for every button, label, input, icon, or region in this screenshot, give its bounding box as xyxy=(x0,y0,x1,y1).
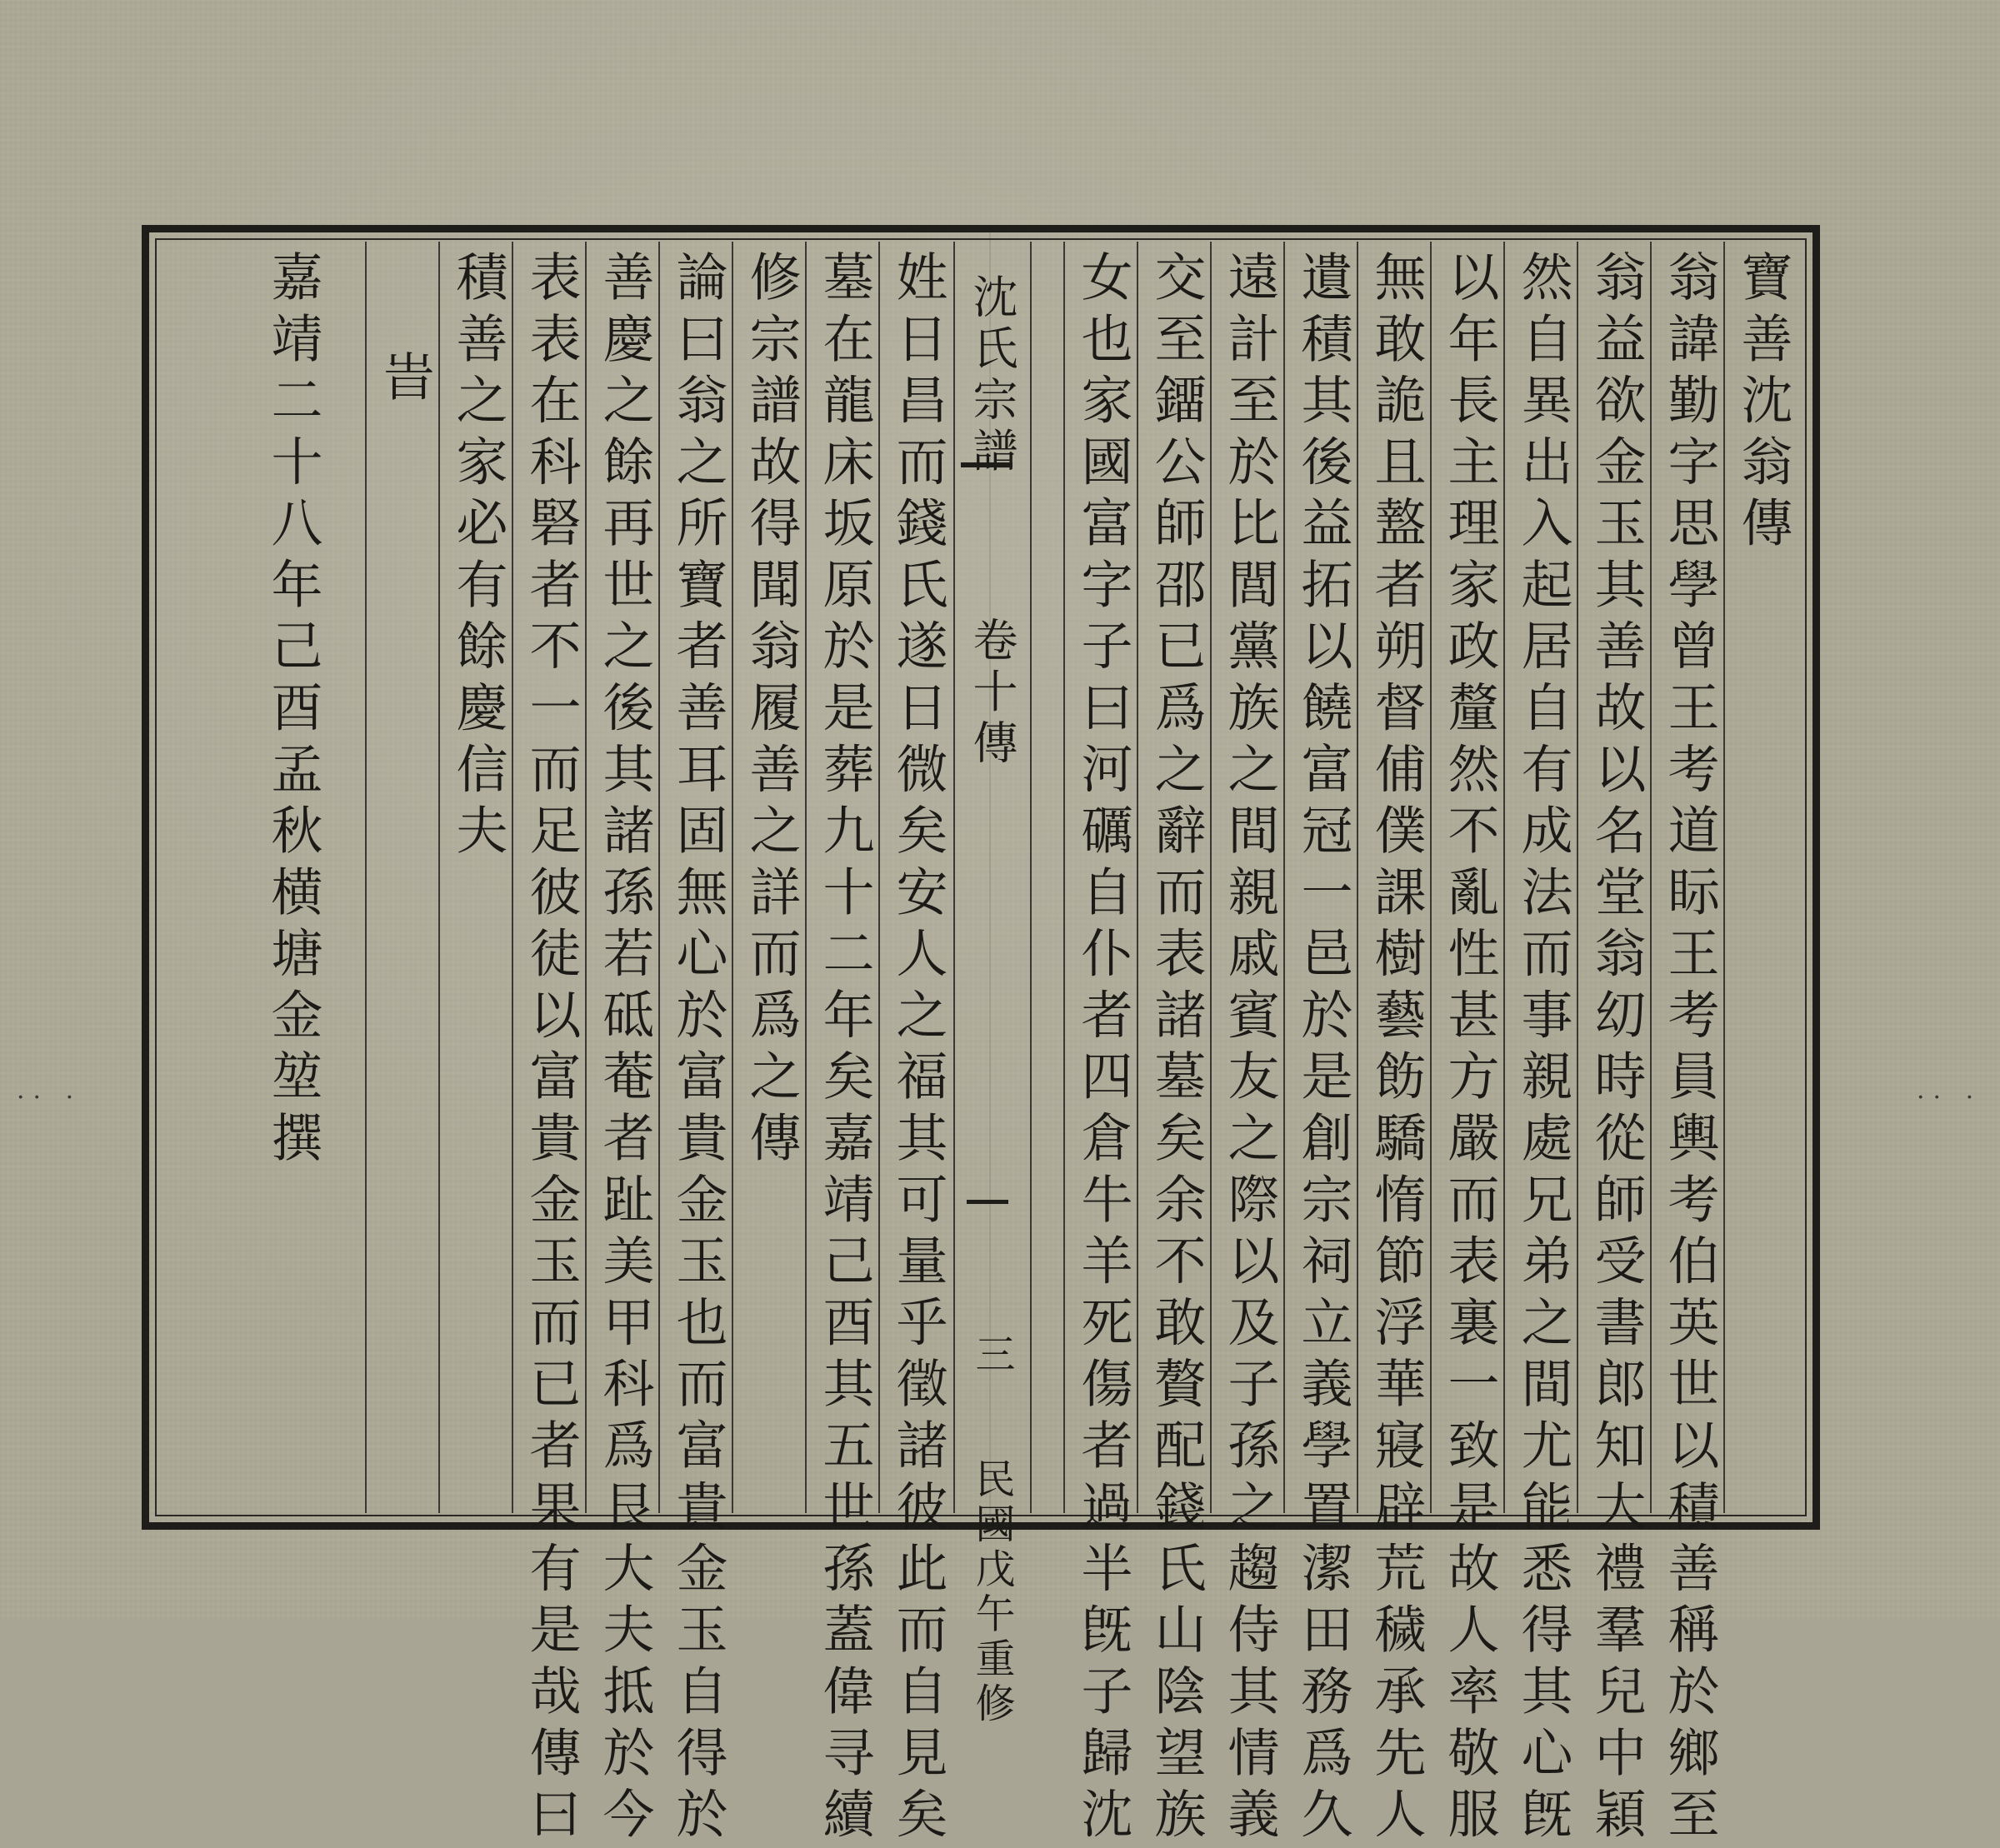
binding-dots: ·· · xyxy=(1917,1083,1982,1112)
text-column-l8: 旹 xyxy=(374,350,435,412)
center-rule-left xyxy=(953,242,955,1513)
fishtail-mark xyxy=(961,462,1012,486)
column-rule xyxy=(1430,242,1432,1513)
column-rule xyxy=(1137,242,1138,1513)
text-column-r9: 女也家國富字子曰河礪自仆者四倉牛羊死傷者過半旣子歸沈 xyxy=(1072,250,1133,1848)
center-rule-right xyxy=(1030,242,1032,1513)
volume-label: 卷十傳 xyxy=(966,617,1018,771)
column-rule xyxy=(1063,242,1065,1513)
column-rule xyxy=(658,242,660,1513)
text-column-r2: 翁益欲金玉其善故以名堂翁㓜時從師受書郎知大禮羣兒中穎 xyxy=(1586,250,1647,1848)
text-column-r8: 交至鐂公師邵已爲之辭而表諸墓矣余不敢贅配錢氏山陰望族 xyxy=(1146,250,1207,1848)
text-column-r7: 遠計至於比閭黨族之間親戚賓友之際以及子孫之趨侍其情義 xyxy=(1219,250,1280,1848)
page-number: 三 xyxy=(968,1333,1015,1376)
column-rule xyxy=(1577,242,1578,1513)
heading: 寶善沈翁傳 xyxy=(1732,250,1793,557)
text-column-l3: 修宗譜故得聞翁履善之詳而爲之傳 xyxy=(741,250,802,1172)
column-rule xyxy=(365,242,367,1513)
binding-dots: ·· · xyxy=(17,1083,82,1112)
text-column-l7: 積善之家必有餘慶信夫 xyxy=(448,250,508,865)
fishtail-mark-lower xyxy=(967,1200,1008,1204)
text-column-r3: 然自異出入起居自有成法而事親處兄弟之間尤能悉得其心旣 xyxy=(1512,250,1573,1848)
text-column-l4: 論曰翁之所寶者善耳固無心於富貴金玉也而富貴金玉自得於 xyxy=(668,250,728,1848)
text-column-l5: 善慶之餘再世之後其諸孫若砥菴者趾美甲科爲艮大夫抵於今 xyxy=(594,250,655,1848)
text-column-r1: 翁諱勤字思學曾王考道眎王考員輿考伯英世以積善稱於鄉至 xyxy=(1659,250,1720,1848)
column-rule xyxy=(512,242,513,1513)
column-rule xyxy=(1357,242,1358,1513)
text-column-l6: 表表在科硻者不一而足彼徒以富貴金玉而已者果有是哉傳曰 xyxy=(521,250,582,1848)
column-rule xyxy=(878,242,880,1513)
column-rule xyxy=(1503,242,1505,1513)
column-rule xyxy=(585,242,587,1513)
column-rule xyxy=(1650,242,1652,1513)
center-fold-column xyxy=(958,250,1025,1727)
book-title: 沈氏宗譜 xyxy=(966,273,1018,479)
text-column-l2: 墓在龍床坂原於是葬九十二年矣嘉靖己酉其五世孫蓋偉寻續 xyxy=(814,250,875,1848)
text-column-r5: 無敢詭且盩者朔督俌僕課樹藝飭驕惰節浮華寢辟荒穢承先人 xyxy=(1366,250,1427,1848)
column-rule xyxy=(1210,242,1212,1513)
column-rule xyxy=(1723,242,1725,1513)
column-rule xyxy=(438,242,440,1513)
column-rule xyxy=(805,242,807,1513)
column-rule xyxy=(732,242,733,1513)
edition-label: 民國戊午重修 xyxy=(968,1458,1015,1727)
signature-column: 嘉靖二十八年己酉孟秋横塘金堃撰 xyxy=(262,250,323,1172)
text-column-r6: 遺積其後益拓以饒富冠一邑於是創宗祠立義學置潔田務爲久 xyxy=(1292,250,1353,1848)
text-column-r4: 以年長主理家政釐然不亂性甚方嚴而表裏一致是故人率敬服 xyxy=(1439,250,1500,1848)
column-rule xyxy=(1283,242,1285,1513)
text-column-l1: 姓日昌而錢氏遂日微矣安人之福其可量乎徵諸彼此而自見矣 xyxy=(888,250,948,1848)
